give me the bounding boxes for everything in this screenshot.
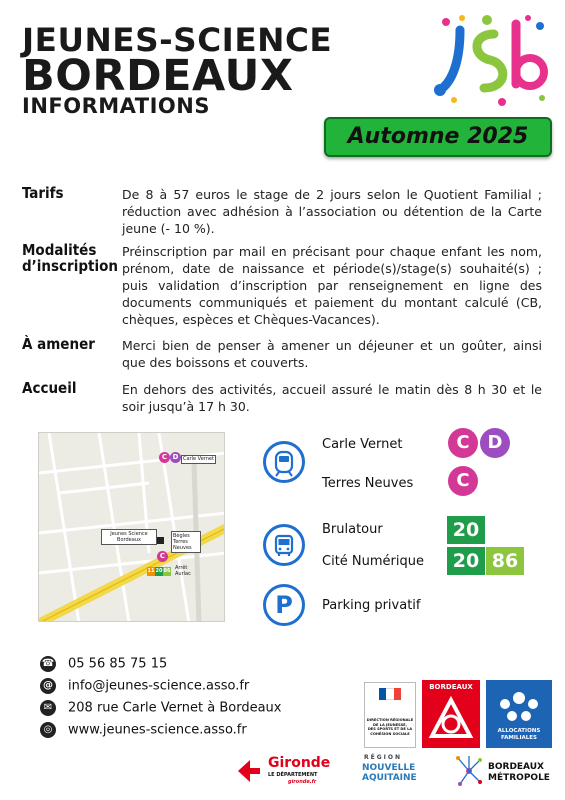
bordeaux-label: BORDEAUX [429,683,473,691]
map-tram-badge-c-2: C [157,551,168,562]
map-school-label: Jeunes Science Bordeaux [101,529,157,545]
map-school-pin [157,537,164,544]
info-text: En dehors des activités, accueil assuré le matin dès 8 h 30 et le soir jusqu’à 17 h 30. [122,382,542,414]
tram-line-badge: C [448,428,478,458]
gironde-url: gironde.fr [288,779,317,785]
region-line1: NOUVELLE [362,763,416,773]
title-line-1: JEUNES-SCIENCE [22,21,333,59]
info-label: À amener [22,335,95,353]
gironde-logo [234,752,346,790]
state-line: DIRECTION RÉGIONALE [366,718,414,722]
state-line: COHÉSION SOCIALE [370,732,410,737]
state-line: DE LA JEUNESSE, [372,722,408,727]
jsb-logo [432,12,552,112]
bus-icon [263,524,305,566]
info-text: De 8 à 57 euros le stage de 2 jours selon le Quotient Familial ; réduction avec adhésion à l’association ou détention de la Carte jeune (- 10 %). [122,187,542,236]
map-bus-20: 20 [155,568,163,574]
bus-line-badge: 20 [447,547,485,575]
caf-logo [486,680,552,748]
bordeaux-city-logo [422,680,480,748]
bus-line-badge: 20 [447,516,485,544]
title-line-2: BORDEAUX [22,51,294,101]
metro-line2: MÉTROPOLE [488,773,550,783]
tram-icon [263,441,305,483]
phone-icon: ☎ [40,656,56,672]
metropole-emblem [454,754,484,788]
caf-line: FAMILIALES [501,734,537,741]
parking-name: Parking privatif [322,598,421,613]
season-banner: Automne 2025 [324,117,552,157]
map-tram-badge-d: D [170,452,181,463]
caf-line: ALLOCATIONS [497,728,541,734]
globe-icon: ◎ [40,722,56,738]
location-map [38,432,225,622]
map-tram-stop-label: Bègles Terres Neuves [171,531,201,553]
caf-emblem [486,684,552,726]
info-text: Préinscription par mail en précisant pour chaque enfant les nom, prénom, date de naissance et période(s)/stage(s) souhaité(s) ; puis validation d’inscription par renseignement en ligne des documents communiqués et paiement du montant calculé (CB, chèques, espèces et Chèques-Vacances). [122,244,542,327]
map-stop-label: Carle Vernet [183,456,214,462]
contact-email[interactable]: @ info@jeunes-science.asso.fr [40,678,249,694]
tram-stop-name: Terres Neuves [322,476,414,491]
info-label: Accueil [22,379,77,397]
bus-stop-name: Cité Numérique [322,554,424,569]
map-bus-11: 11 [147,568,155,574]
email-icon: @ [40,678,56,694]
gironde-sub: LE DÉPARTEMENT [268,772,318,778]
state-line: DES SPORTS ET DE LA [367,727,413,732]
info-text: Merci bien de penser à amener un déjeuner et un goûter, ainsi que des boissons et couverts. [122,338,542,370]
region-line2: AQUITAINE [362,773,417,783]
bus-stop-name: Brulatour [322,522,383,537]
bus-line-badge: 86 [486,547,524,575]
mail-icon: ✉ [40,700,56,716]
title-line-3: INFORMATIONS [22,94,210,118]
info-label: Tarifs [22,184,64,202]
map-bus-stop-label: Arrêt Aurlac [175,565,191,577]
bordeaux-emblem [422,694,480,748]
flag-icon [379,688,401,700]
gironde-name: Gironde [268,755,331,771]
tram-line-badge: C [448,466,478,496]
region-word: RÉGION [364,754,402,761]
contact-phone[interactable]: ☎ 05 56 85 75 15 [41,656,168,672]
gironde-emblem [234,756,264,786]
map-bus-86: 86 [163,568,171,574]
contact-website[interactable]: ◎ www.jeunes-science.asso.fr [40,722,247,738]
state-logo [364,682,416,748]
parking-icon [263,584,305,626]
map-tram-badge-c: C [159,452,170,463]
metro-line1: BORDEAUX [488,762,544,772]
parking-letter: P [275,591,293,619]
region-logo [350,752,446,792]
tram-line-badge: D [480,428,510,458]
tram-stop-name: Carle Vernet [322,437,403,452]
contact-address[interactable]: ✉ 208 rue Carle Vernet à Bordeaux [40,700,282,716]
info-label: Modalités d’inscription [22,241,118,275]
bordeaux-metropole-logo [450,752,554,792]
